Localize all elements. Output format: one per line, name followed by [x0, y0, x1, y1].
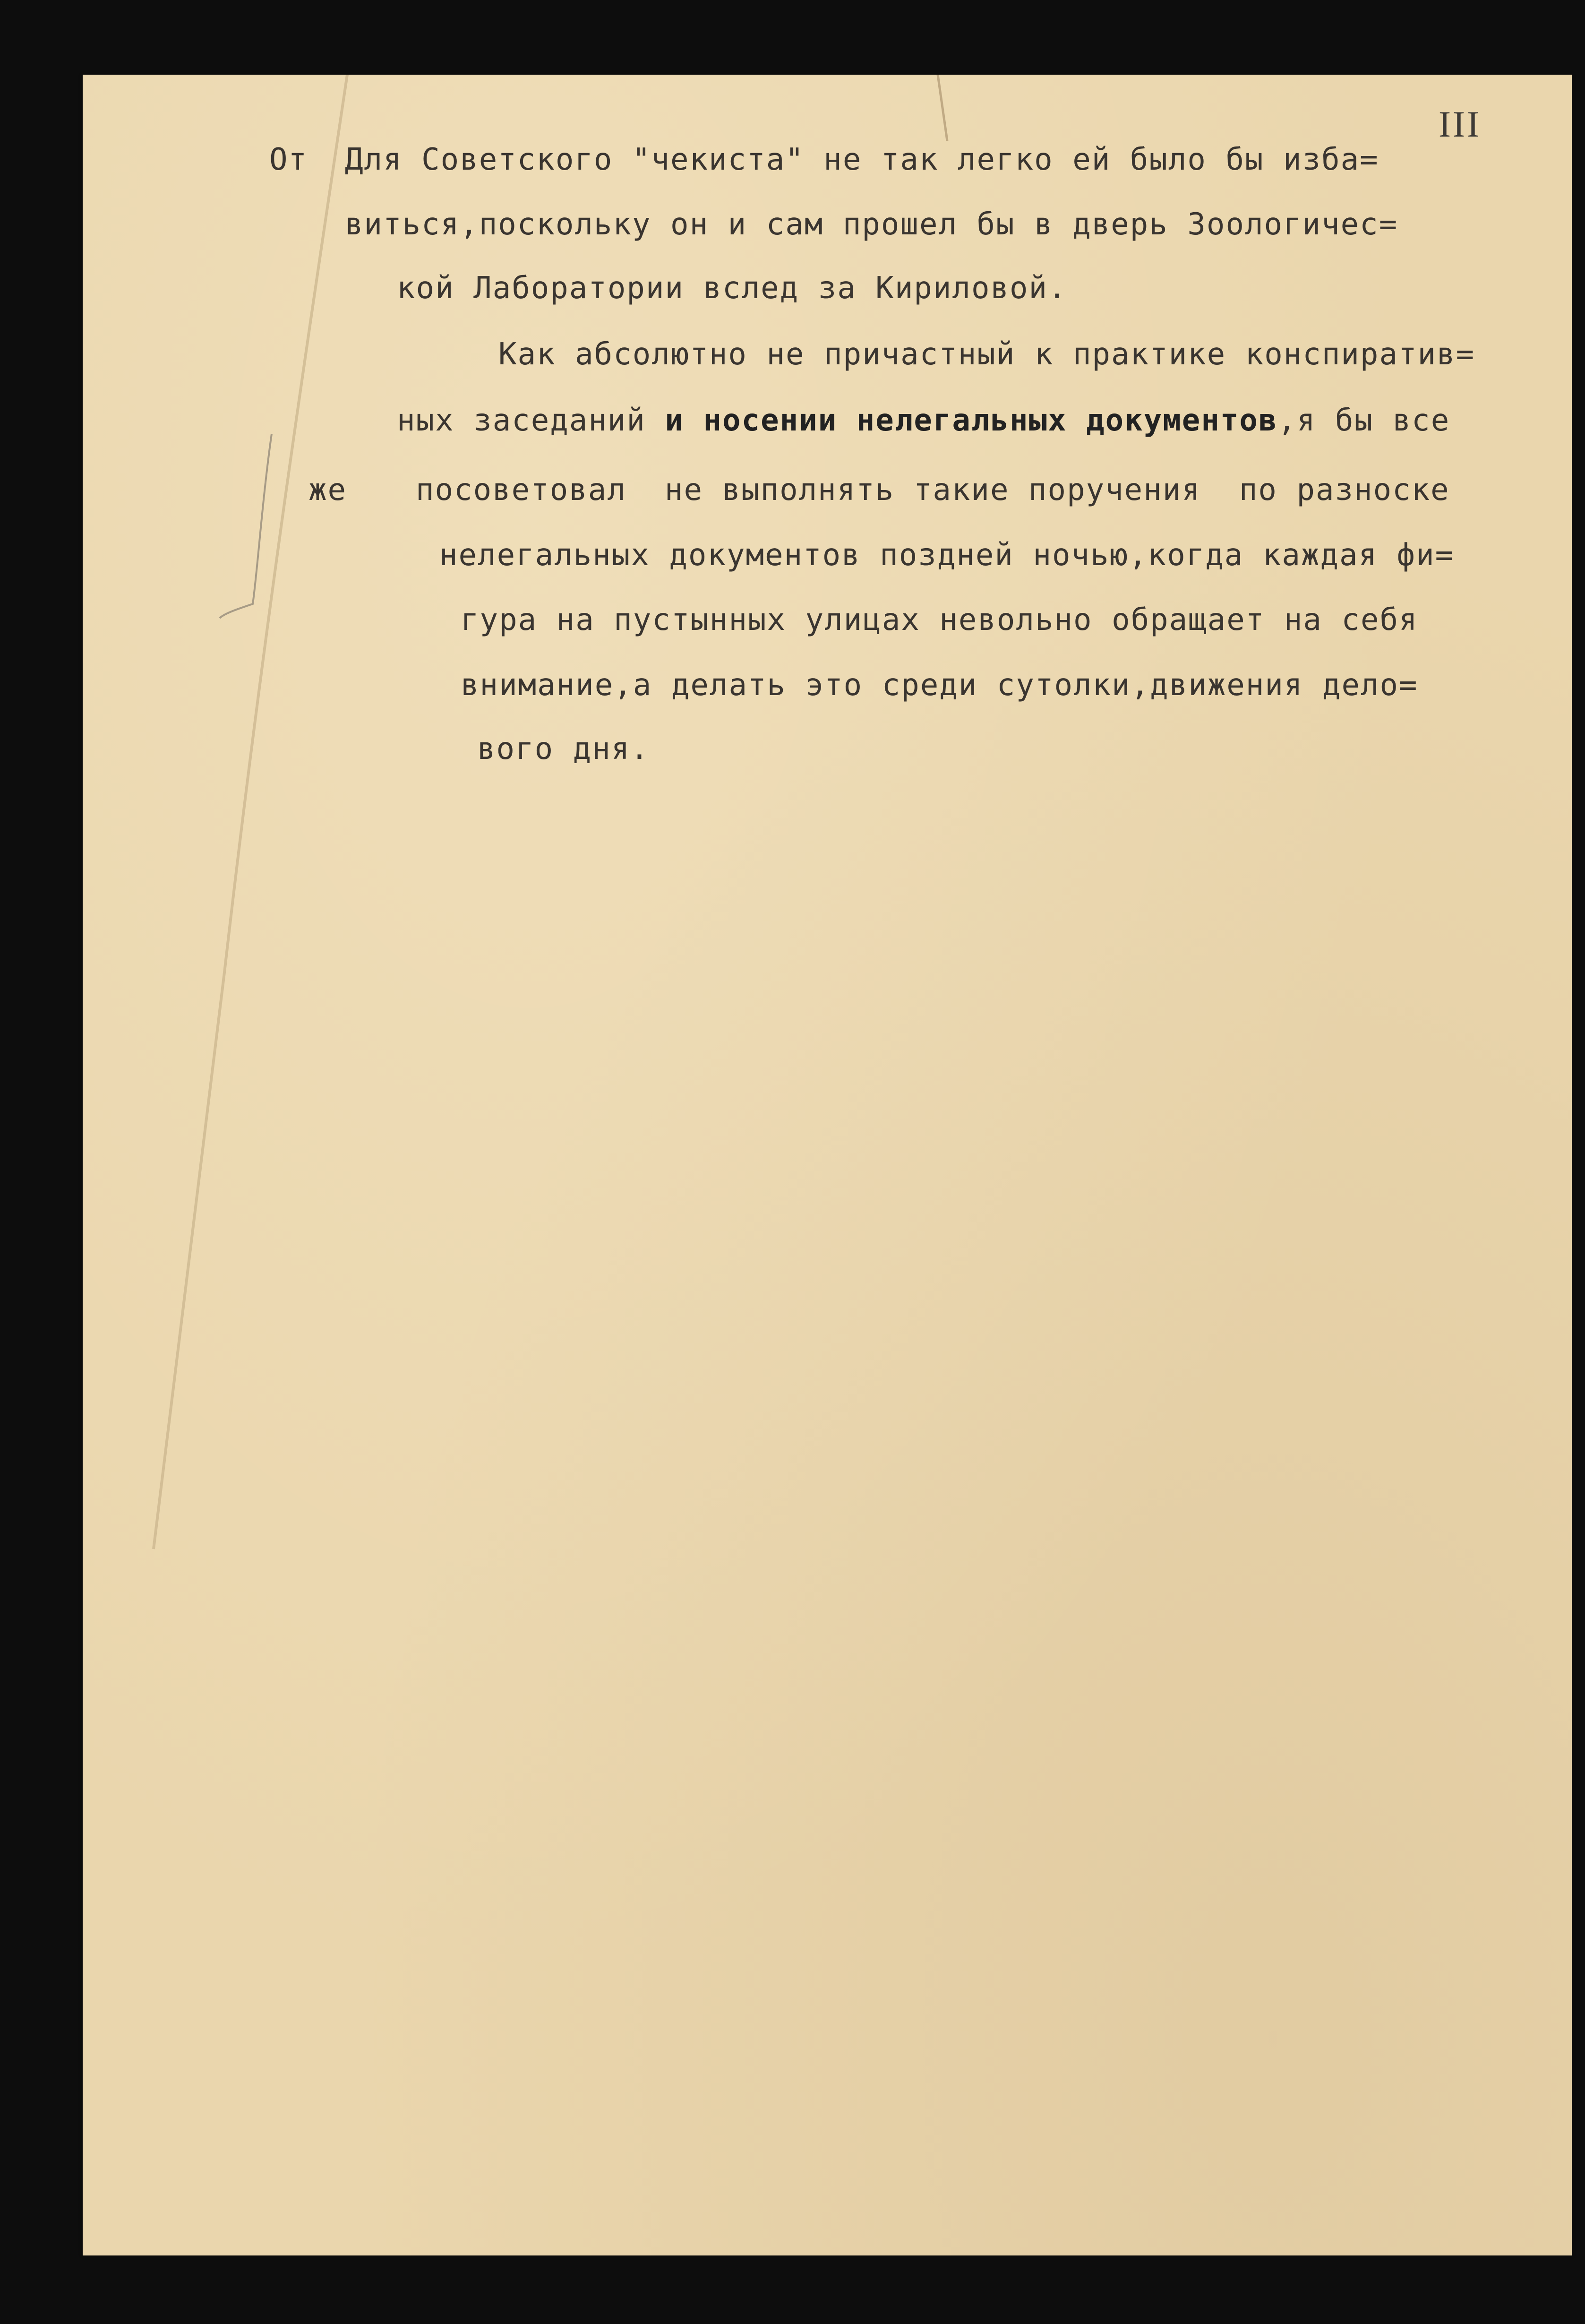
text-line: Как абсолютно не причастный к практике конспиратив= — [498, 337, 1475, 372]
text-line: посоветовал не выполнять такие поручения по разноске — [416, 473, 1450, 508]
paper-crease — [83, 75, 1572, 2255]
text-segment: ,я бы все — [1277, 403, 1450, 438]
margin-note: же — [308, 473, 347, 508]
text-line: внимание,а делать это среди сутолки,движения дело= — [461, 668, 1418, 703]
page-number: III — [1439, 103, 1481, 145]
text-segment: ных заседаний — [397, 403, 665, 438]
text-line: Для Советского "чекиста" не так легко ей было бы избa= — [345, 142, 1379, 177]
text-line: нелегальных документов поздней ночью,когда каждая фи= — [439, 538, 1455, 573]
text-line: кой Лаборатории вслед за Кириловой. — [397, 271, 1067, 306]
text-line: вого дня. — [477, 732, 650, 766]
struck-text: и носении нелегальных документов — [665, 403, 1278, 438]
margin-note: От — [269, 142, 308, 177]
text-line: гура на пустынных улицах невольно обращает на себя — [461, 603, 1418, 637]
document-page — [83, 75, 1572, 2255]
text-line: виться,поскольку он и сам прошел бы в дверь Зоологичес= — [345, 207, 1398, 242]
text-line — [397, 405, 1450, 436]
